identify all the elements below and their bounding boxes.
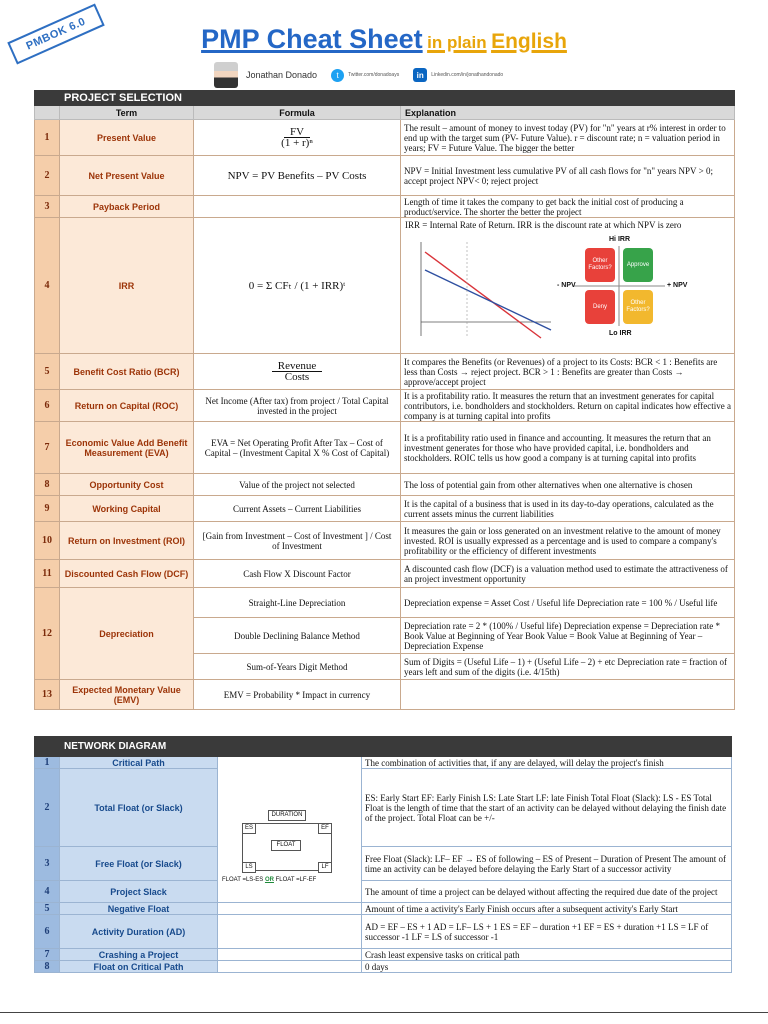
table-row: 8 Float on Critical Path 0 days [35,961,732,973]
irr-neg-label: - NPV [557,282,576,289]
table-row: 6 Activity Duration (AD) AD = EF – ES + 1 AD = LF– LS + 1 ES = EF – duration +1 EF = ES + duration +1 LS = LF of successor -1 LF = LS of successor -1 [35,915,732,949]
table-row: 5 Benefit Cost Ratio (BCR) $\frac{\text{Revenue}}{\text{Costs}}$ It compares the Benefits (or Revenues) of a project to its Costs: BCR < 1 : Benefits are less than Costs → reject project. BCR > 1 : Benefits are greater than Costs → approve/accept project [35,354,735,390]
quadrant-other-2: Other Factors? [623,290,653,324]
duration-box: DURATION [268,810,306,821]
table-row: 1 Present Value $\frac{FV}{\text{(1 + r)ⁿ}}$ The result – amount of money to invest today (PV) for "n" years at r% interest in order to end up with the target sum (PV- Future Value). r = discount rate; n = valuation period in years; FV = Future Value. The bigger the better [35,120,735,156]
irr-lo-label: Lo IRR [609,330,632,337]
author-bar [214,61,517,89]
table-row: 4 Project Slack The amount of time a project can be delayed without affecting the required due date of the project [35,881,732,903]
table-row: 4 IRR 0 = Σ CFₜ / (1 + IRR)ᵗ IRR = Internal Rate of Return. IRR is the discount rate at which NPV is zero Hi IRR Lo IRR - NPV + NPV Other Factors? Approve Deny Other Factors? [35,218,735,354]
irr-hi-label: Hi IRR [609,236,630,243]
page-title [0,24,768,55]
irr-pos-label: + NPV [667,282,688,289]
network-diagram-table [34,736,732,973]
float-diagram: DURATION ES EF FLOAT LS LF FLOAT =LS-ES OR FLOAT =LF-EF [218,757,362,903]
pmbok-badge: PMBOK 6.0 [7,4,104,65]
table-row: 3 Free Float (or Slack) Free Float (Slack): LF– EF → ES of following – ES of Present – Duration of Present The amount of time an activity can be delayed before delaying the Early Start of a successor activity [35,847,732,881]
irr-explanation: IRR = Internal Rate of Return. IRR is the discount rate at which NPV is zero [405,220,682,230]
table-row: 3 Payback Period Length of time it takes the company to get back the initial cost of producing a product/service. The shorter the better the project [35,196,735,218]
series-line-a [425,252,541,338]
float-caption: FLOAT =LS-ES OR FLOAT =LF-EF [222,877,317,883]
table-row: 1 Critical Path DURATION ES EF FLOAT LS LF FLOAT =LS-ES OR FLOAT =LF-EF The combination of activities that, if any are delayed, will delay the project's finish [35,757,732,769]
project-selection-table [34,90,735,710]
col-explanation: Explanation [401,106,735,120]
series-line-b [425,270,551,330]
table-row: 2 Net Present Value NPV = PV Benefits – PV Costs NPV = Initial Investment less cumulative PV of all cash flows for "n" years NPV > 0; accept project NPV< 0; reject project [35,156,735,196]
avatar [214,62,238,88]
table-row: 12 Depreciation Straight-Line Depreciation Depreciation expense = Asset Cost / Useful life Depreciation rate = 100 % / Useful life [35,588,735,618]
table-row: 9 Working Capital Current Assets – Current Liabilities It is the capital of a business that is used in its day-to-day operations, calculated as the current assets minus the current liabilities [35,496,735,522]
table-row: 8 Opportunity Cost Value of the project not selected The loss of potential gain from other alternatives when one alternative is chosen [35,474,735,496]
table-row: 11 Discounted Cash Flow (DCF) Cash Flow X Discount Factor A discounted cash flow (DCF) is a valuation method used to estimate the attractiveness of an project investment opportunity [35,560,735,588]
linkedin-icon: in [413,68,427,82]
table-row: 7 Crashing a Project Crash least expensive tasks on critical path [35,949,732,961]
table-row: 5 Negative Float Amount of time a activity's Early Finish occurs after a subsequent activity's Early Start [35,903,732,915]
section-heading: PROJECT SELECTION [60,91,735,106]
irr-chart [401,218,735,342]
linkedin-link[interactable]: Linkedin.com/in/jonathandonado [431,72,504,78]
title-sub-english: English [491,30,567,53]
col-term: Term [60,106,194,120]
table-row: 7 Economic Value Add Benefit Measurement (EVA) EVA = Net Operating Profit After Tax – Cost of Capital – (Investment Capital X % Cost of Capital) It is a profitability ratio used in finance and accounting. It measures the return that an investment generates for those who have provided capital, i.e. bondholders and stockholders. ROIC tells us how good a company is at turning capital into profits [35,422,735,474]
table-row: 2 Total Float (or Slack) ES: Early Start EF: Early Finish LS: Late Start LF: late Finish Total Float (Slack): LS - ES Total Float is the length of time that the start of an activity can be delayed without delaying the finish date of the project. Total Float can be +/- [35,769,732,847]
table-row: 10 Return on Investment (ROI) [Gain from Investment – Cost of Investment ] / Cost of Investment It measures the gain or loss generated on an investment relative to the amount of money invested. ROI is usually expressed as a percentage and is used to compare a company's profitability or the efficiency of different investments [35,522,735,560]
title-main: PMP Cheat Sheet [201,24,423,54]
quadrant-approve: Approve [623,248,653,282]
page-bottom-rule [0,1012,768,1013]
title-sub: in plain [427,33,487,52]
table-row: Double Declining Balance Method Depreciation rate = 2 * (100% / Useful life) Depreciation expense = Depreciation rate * Book Value at Beginning of Year Book Value = Book Value at Beginning of Year – Depreciation Expense [35,618,735,654]
author-name: Jonathan Donado [246,70,318,80]
section-heading: NETWORK DIAGRAM [60,737,218,757]
table-row: 6 Return on Capital (ROC) Net Income (After tax) from project / Total Capital invested in the project It is a profitability ratio. It measures the return that an investment generates for capital contributors, i.e. bondholders and stockholders. Return on capital indicates how effective a company is at turning capital into profits [35,390,735,422]
table-row: 13 Expected Monetary Value (EMV) EMV = Probability * Impact in currency [35,680,735,710]
twitter-link[interactable]: Twitter.com/donadoays [348,72,400,78]
col-formula: Formula [194,106,401,120]
table-row: Sum-of-Years Digit Method Sum of Digits = (Useful Life – 1) + (Useful Life – 2) + etc Depreciation rate = fraction of years left and sum of the digits (i.e. 4/15th) [35,654,735,680]
quadrant-deny: Deny [585,290,615,324]
quadrant-other-1: Other Factors? [585,248,615,282]
twitter-icon: t [331,69,344,82]
section-header [35,91,60,106]
